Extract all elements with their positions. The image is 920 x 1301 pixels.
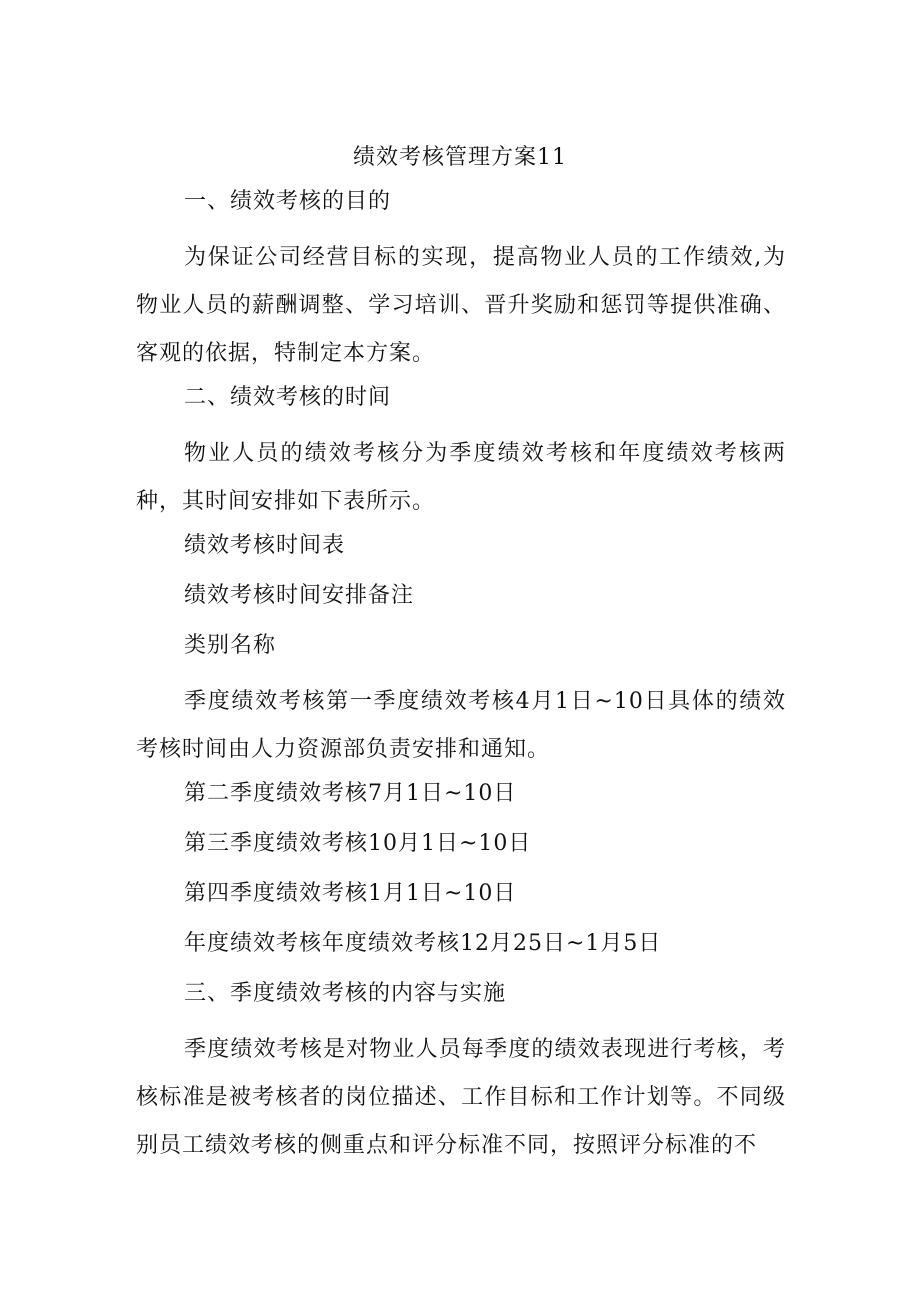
heading-quarterly-content: 三、季度绩效考核的内容与实施 [184, 981, 507, 1006]
heading-time: 二、绩效考核的时间 [184, 385, 392, 410]
document-title: 绩效考核管理方案11 [353, 145, 567, 170]
table-row-annual: 年度绩效考核年度绩效考核12月25日~1月5日 [184, 931, 662, 956]
table-row-q3: 第三季度绩效考核10月1日~10日 [184, 831, 532, 856]
heading-purpose: 一、绩效考核的目的 [184, 189, 392, 214]
table-row-q2: 第二季度绩效考核7月1日~10日 [184, 781, 517, 806]
paragraph-purpose: 为保证公司经营目标的实现，提高物业人员的工作绩效,为物业人员的薪酬调整、学习培训、晋升奖励和惩罚等提供准确、客观的依据，特制定本方案。 [136, 245, 786, 366]
table-caption: 绩效考核时间表 [184, 533, 346, 558]
paragraph-quarterly-content: 季度绩效考核是对物业人员每季度的绩效表现进行考核，考核标准是被考核者的岗位描述、工作目标和工作计划等。不同级别员工绩效考核的侧重点和评分标准不同，按照评分标准的不 [136, 1037, 786, 1158]
table-header-category: 类别名称 [184, 633, 277, 658]
paragraph-time: 物业人员的绩效考核分为季度绩效考核和年度绩效考核两种，其时间安排如下表所示。 [136, 441, 786, 514]
table-header-row: 绩效考核时间安排备注 [184, 583, 415, 608]
table-row-q4: 第四季度绩效考核1月1日~10日 [184, 881, 517, 906]
document-body [136, 184, 786, 1172]
table-row-q1: 季度绩效考核第一季度绩效考核4月1日~10日具体的绩效考核时间由人力资源部负责安排和通知。 [136, 689, 786, 762]
